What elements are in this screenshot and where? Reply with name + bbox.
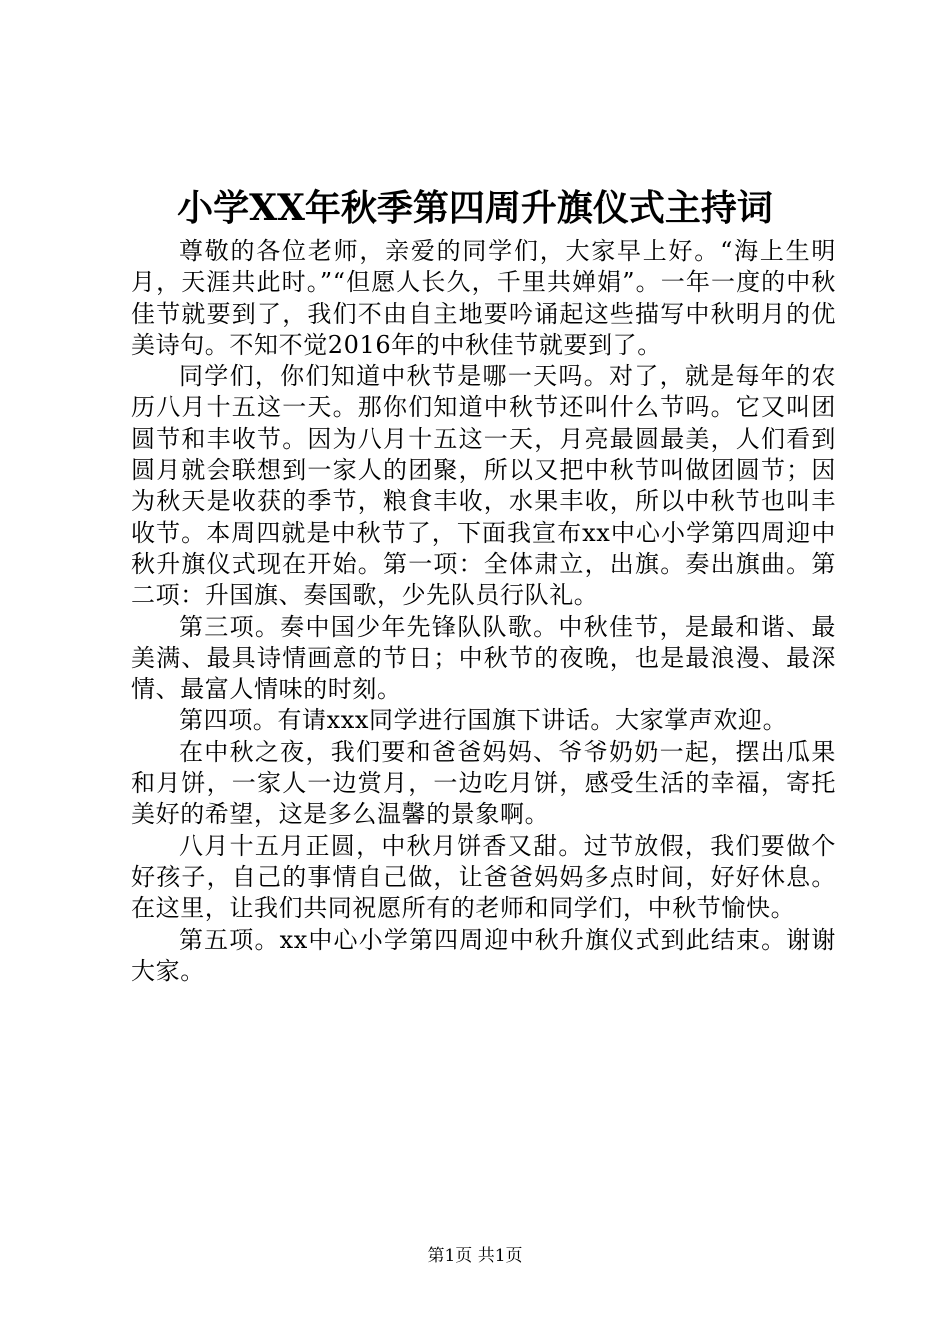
paragraph-greeting: 尊敬的各位老师，亲爱的同学们，大家早上好。“海上生明月，天涯共此时。”“但愿人长久，千里共婵娟”。一年一度的中秋佳节就要到了，我们不由自主地要吟诵起这些描写中秋明月的优美诗句。不知不觉2016年的中秋佳节就要到了。 bbox=[131, 237, 836, 359]
paragraph-closing: 第五项。xx中心小学第四周迎中秋升旗仪式到此结束。谢谢大家。 bbox=[131, 925, 836, 985]
paragraph-item-three: 第三项。奏中国少年先锋队队歌。中秋佳节，是最和谐、最美满、最具诗情画意的节日；中秋节的夜晚，也是最浪漫、最深情、最富人情味的时刻。 bbox=[131, 612, 836, 704]
document-title: 小学XX年秋季第四周升旗仪式主持词 bbox=[177, 187, 773, 229]
paragraph-family-night: 在中秋之夜，我们要和爸爸妈妈、爷爷奶奶一起，摆出瓜果和月饼，一家人一边赏月，一边吃月饼，感受生活的幸福，寄托美好的希望，这是多么温馨的景象啊。 bbox=[131, 737, 836, 829]
page-footer: 第1页 共1页 bbox=[427, 1246, 523, 1266]
document-body bbox=[131, 236, 836, 987]
paragraph-mid-autumn-intro: 同学们，你们知道中秋节是哪一天吗。对了，就是每年的农历八月十五这一天。那你们知道中秋节还叫什么节吗。它又叫团圆节和丰收节。因为八月十五这一天，月亮最圆最美，人们看到圆月就会联想到一家人的团聚，所以又把中秋节叫做团圆节；因为秋天是收获的季节，粮食丰收，水果丰收，所以中秋节也叫丰收节。本周四就是中秋节了，下面我宣布xx中心小学第四周迎中秋升旗仪式现在开始。第一项：全体肃立，出旗。奏出旗曲。第二项：升国旗、奏国歌，少先队员行队礼。 bbox=[131, 362, 836, 610]
paragraph-item-four: 第四项。有请xxx同学进行国旗下讲话。大家掌声欢迎。 bbox=[179, 706, 788, 735]
paragraph-wishes: 八月十五月正圆，中秋月饼香又甜。过节放假，我们要做个好孩子，自己的事情自己做，让爸爸妈妈多点时间，好好休息。在这里，让我们共同祝愿所有的老师和同学们，中秋节愉快。 bbox=[131, 831, 836, 923]
